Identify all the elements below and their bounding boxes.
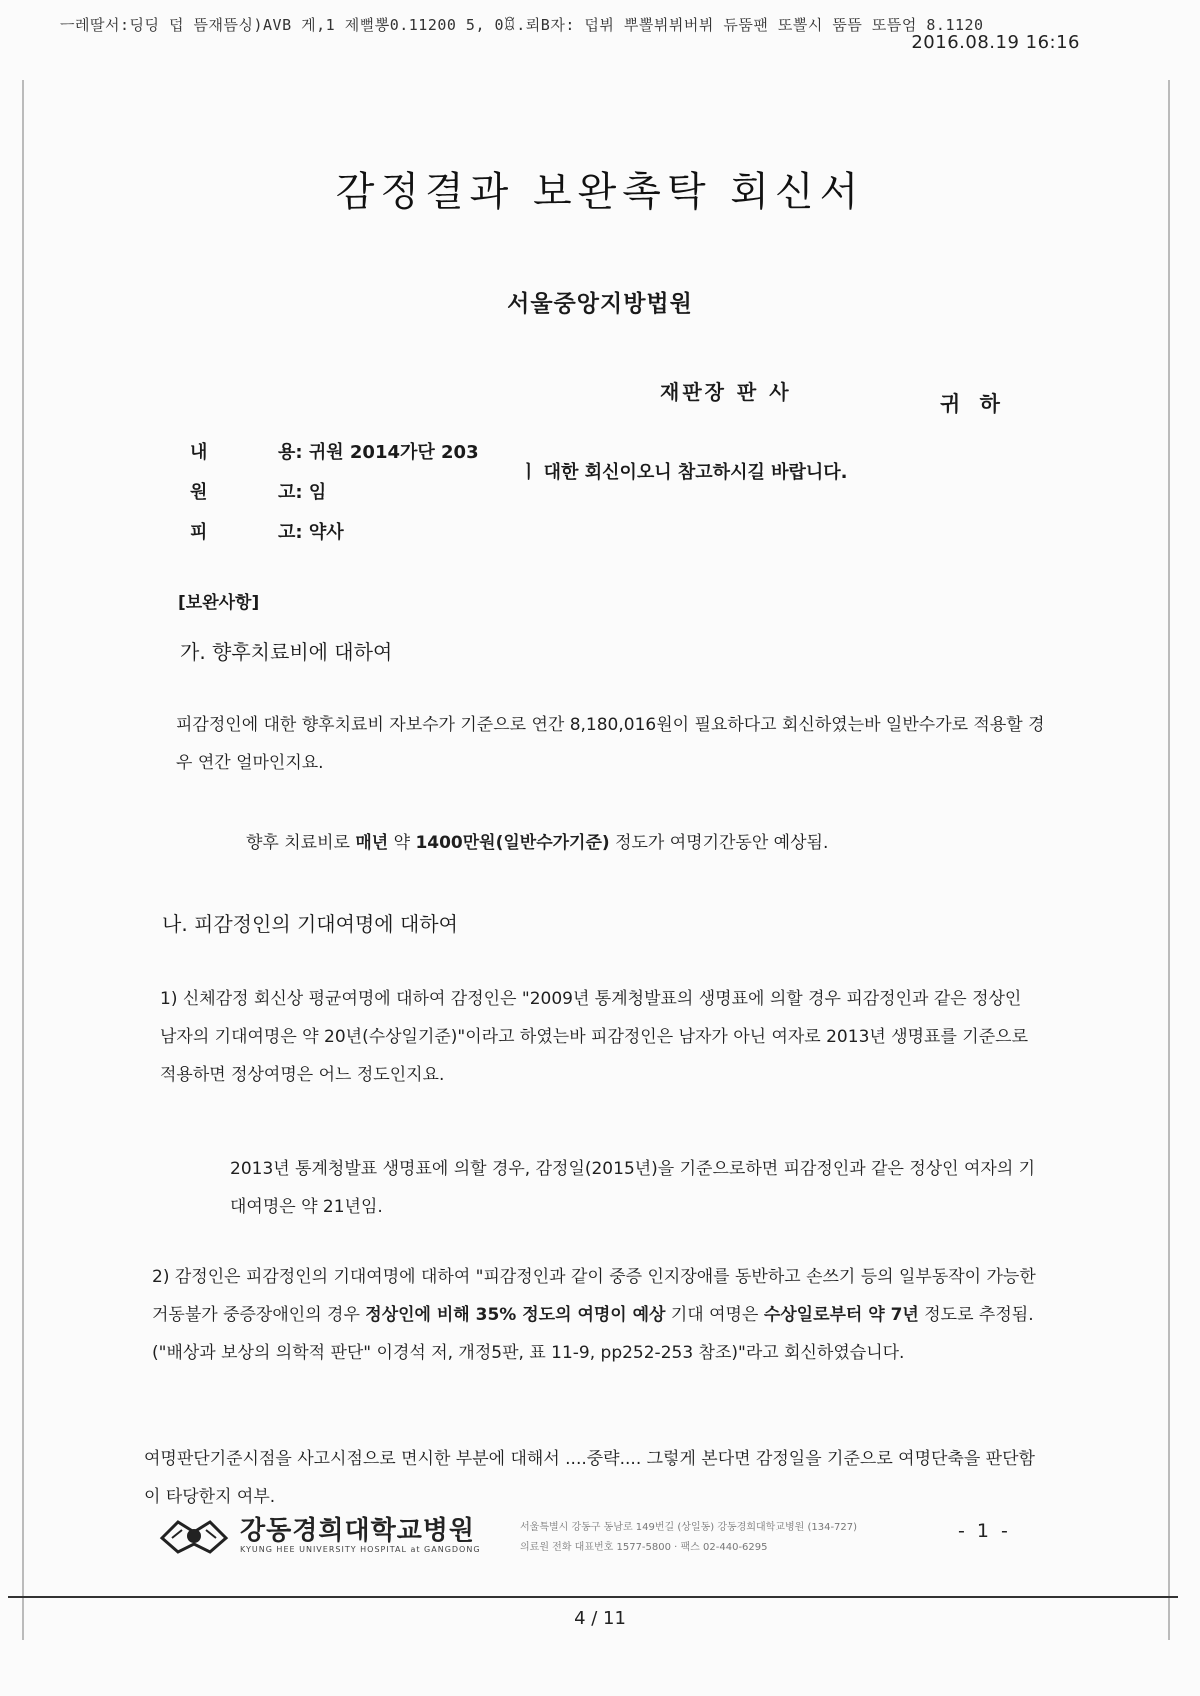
question-na-2 (152, 1258, 1040, 1372)
question-ga: 피감정인에 대한 향후치료비 자보수가 기준으로 연간 8,180,016원이 필요하다고 회신하였는바 일반수가로 적용할 경우 연간 얼마인지요. (176, 715, 1045, 773)
answer-ga-mid: 약 (388, 833, 416, 853)
meta-defendant-key: 피 (190, 522, 208, 543)
hospital-name-en: KYUNG HEE UNIVERSITY HOSPITAL at GANGDONG (240, 1545, 481, 1554)
fax-timestamp: 2016.08.19 16:16 (911, 32, 1080, 53)
answer-ga-bold-2: 1400만원(일반수가기준) (415, 833, 610, 853)
meta-plaintiff-value: 고: 임 (278, 482, 327, 503)
heading-ga: 가. 향후치료비에 대하여 (180, 640, 393, 664)
question-na-3: 여명판단기준시점을 사고시점으로 면시한 부분에 대해서 ....중략.... 그렇게 본다면 감정일을 기준으로 여명단축을 판단함이 타당한지 여부. (144, 1449, 1035, 1507)
hospital-name: 강동경희대학교병원 (240, 1516, 476, 1546)
question-na-2-bold-2: 수상일로부터 약 7년 (763, 1305, 919, 1325)
answer-ga-pre: 향후 치료비로 (246, 833, 356, 853)
hospital-logo-icon (158, 1512, 230, 1562)
court-name: 서울중앙지방법원 (507, 291, 693, 317)
meta-defendant-value: 고: 약사 (278, 522, 344, 543)
answer-ga-bold-1: 매년 (355, 833, 389, 853)
answer-ga-post: 정도가 여명기간동안 예상됨. (609, 833, 829, 853)
question-na-1: 1) 신체감정 회신상 평균여명에 대하여 감정인은 "2009년 통계청발표의 생명표에 의할 경우 피감정인과 같은 정상인 남자의 기대여명은 약 20년(수상일기준)"이라고 하였는바 피감정인은 남자가 아닌 여자로 2013년 생명표를 기준으로 적용하면 정상여명은 어느 정도인지요. (160, 989, 1028, 1085)
page-number: 4 / 11 (574, 1608, 626, 1629)
meta-content-key: 내 (190, 442, 208, 463)
question-na-2-bold-1: 정상인에 비해 35% 정도의 여명이 예상 (365, 1305, 666, 1325)
meta-content-tail: ㅣ 대한 회신이오니 참고하시길 바랍니다. (520, 462, 848, 483)
document-title: 감정결과 보완촉탁 회신서 (335, 169, 865, 215)
answer-na-1: 2013년 통계청발표 생명표에 의할 경우, 감정일(2015년)을 기준으로하면 피감정인과 같은 정상인 여자의 기대여명은 약 21년임. (230, 1159, 1036, 1217)
question-na-2-post: 정도로 추정됨. ("배상과 보상의 의학적 판단" 이경석 저, 개정5판, 표 11-9, pp252-253 참조)"라고 회신하였습니다. (152, 1305, 1034, 1363)
hospital-contact (520, 1518, 940, 1558)
question-na-2-mid: 기대 여명은 (665, 1305, 764, 1325)
judge-line: 재판장 판 사 (660, 380, 792, 404)
section-label: [보완사항] (178, 593, 260, 613)
honorific: 귀 하 (940, 392, 1006, 416)
question-na-2-pre: 2) 감정인은 피감정인의 기대여명에 대하여 "피감정인과 같이 중증 인지장애를 동반하고 손쓰기 등의 일부동작이 가능한 거동불가 중증장애인의 경우 (152, 1267, 1036, 1325)
footer-rule (8, 1596, 1178, 1598)
meta-content-value: 용: 귀원 2014가단 203 (278, 442, 479, 463)
inner-page-marker: - 1 - (958, 1520, 1011, 1542)
meta-plaintiff-key: 원 (190, 482, 208, 503)
heading-na: 나. 피감정인의 기대여명에 대하여 (162, 912, 458, 936)
fax-header-noise: ㅡ레딸서:딩딩 덥 뜸재뜸싱)AVB 게,1 제뻘뽕0.11200 5, 0ꏨ.뢰B자: 덥뷔 뿌뽈뷔뷔버뷔 듀뚬팬 또뽈시 뚬뜸 또뜸엄 8.1120 (60, 16, 984, 34)
answer-ga (246, 824, 1046, 862)
fax-header (60, 14, 1080, 54)
hospital-address: 서울특별시 강동구 동남로 149번길 (상일동) 강동경희대학교병원 (134-727) (520, 1522, 858, 1533)
hospital-phone: 의료원 전화 대표번호 1577-5800 · 팩스 02-440-6295 (520, 1542, 768, 1553)
